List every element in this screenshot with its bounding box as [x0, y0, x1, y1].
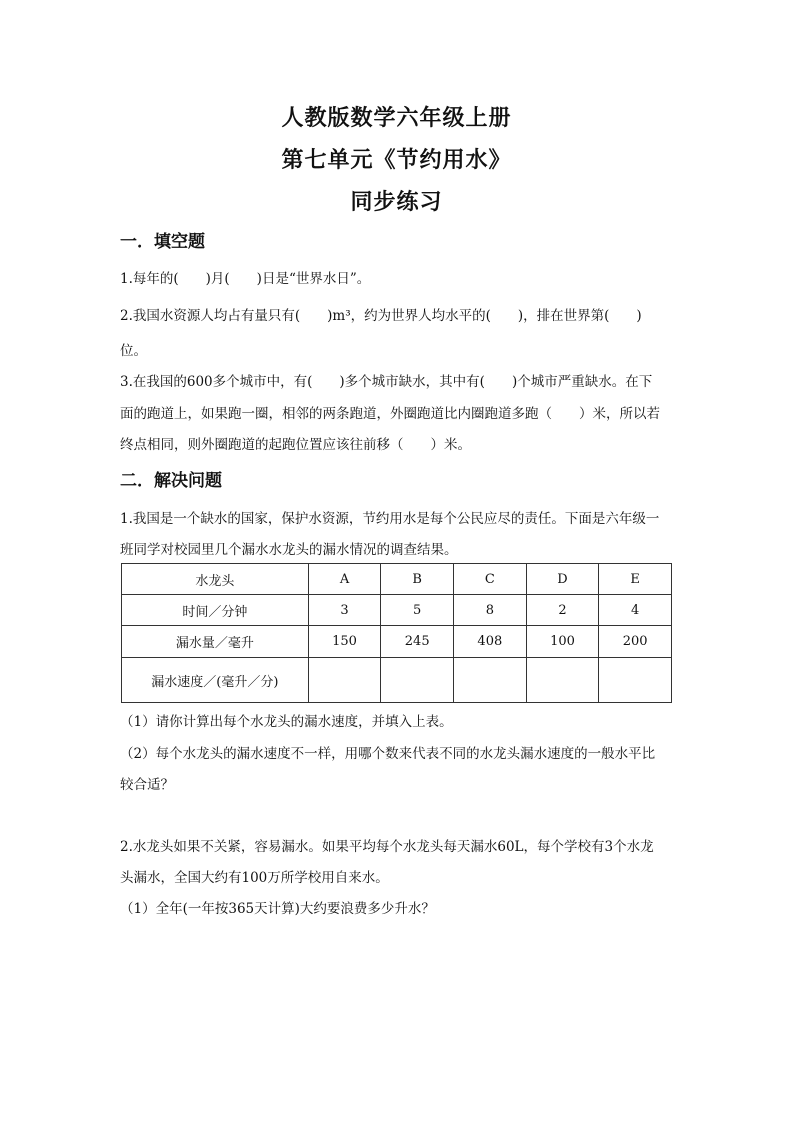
- title-line-3: 同步练习: [350, 189, 443, 215]
- table-cell: 245: [381, 626, 454, 658]
- column-header: C: [454, 564, 527, 595]
- table-cell: 3: [308, 595, 381, 626]
- table-cell: 150: [308, 626, 381, 658]
- column-header: B: [381, 564, 454, 595]
- problem-2-text-line-1: 2.水龙头如果不关紧，容易漏水。如果平均每个水龙头每天漏水60L，每个学校有3个水龙: [120, 839, 654, 855]
- answer-cell[interactable]: [308, 658, 381, 703]
- answer-cell[interactable]: [381, 658, 454, 703]
- column-header: D: [526, 564, 599, 595]
- problem-2-text-line-2: 头漏水，全国大约有100万所学校用自来水。: [120, 870, 389, 886]
- table-cell: 200: [599, 626, 672, 658]
- problem-1-text-line-1: 1.我国是一个缺水的国家，保护水资源，节约用水是每个公民应尽的责任。下面是六年级一: [120, 511, 660, 527]
- table-cell: 5: [381, 595, 454, 626]
- answer-cell[interactable]: [526, 658, 599, 703]
- row-label-volume: 漏水量／毫升: [122, 626, 309, 658]
- table-row: [122, 626, 672, 658]
- row-label-time: 时间／分钟: [122, 595, 309, 626]
- row-label-faucet: 水龙头: [122, 564, 309, 595]
- table-row: [122, 564, 672, 595]
- table-cell: 100: [526, 626, 599, 658]
- title-line-2: 第七单元《节约用水》: [281, 147, 512, 173]
- problem-1-text-line-2: 班同学对校园里几个漏水水龙头的漏水情况的调查结果。: [120, 542, 458, 558]
- problem-1-sub-2-line-1: （2）每个水龙头的漏水速度不一样，用哪个数来代表不同的水龙头漏水速度的一般水平比: [120, 746, 656, 762]
- question-2-text-line-1: 2.我国水资源人均占有量只有( )m³，约为世界人均水平的( )，排在世界第( ): [120, 308, 642, 324]
- problem-2-sub-1: （1）全年(一年按365天计算)大约要浪费多少升水？: [120, 901, 435, 917]
- question-1-text: 1.每年的( )月( )日是“世界水日”。: [120, 271, 371, 287]
- row-label-speed: 漏水速度／(毫升／分): [122, 658, 309, 703]
- question-3-text-line-1: 3.在我国的600多个城市中，有( )多个城市缺水，其中有( )个城市严重缺水。在下: [120, 374, 653, 390]
- table-cell: 2: [526, 595, 599, 626]
- section-heading-fill-in: 一．填空题: [120, 232, 205, 252]
- column-header: E: [599, 564, 672, 595]
- table-row: [122, 595, 672, 626]
- column-header: A: [308, 564, 381, 595]
- question-3-text-line-2: 面的跑道上，如果跑一圈，相邻的两条跑道，外圈跑道比内圈跑道多跑（ ）米，所以若: [120, 406, 660, 422]
- section-heading-problems: 二．解决问题: [120, 471, 222, 491]
- title-line-1: 人教版数学六年级上册: [281, 105, 512, 131]
- table-cell: 408: [454, 626, 527, 658]
- answer-cell[interactable]: [454, 658, 527, 703]
- table-cell: 4: [599, 595, 672, 626]
- problem-1-sub-1: （1）请你计算出每个水龙头的漏水速度，并填入上表。: [120, 714, 453, 730]
- question-2-text-line-2: 位。: [120, 343, 147, 359]
- answer-cell[interactable]: [599, 658, 672, 703]
- table-row: [122, 658, 672, 703]
- problem-1-sub-2-line-2: 较合适？: [120, 777, 174, 793]
- faucet-leak-table: [121, 563, 672, 703]
- table-cell: 8: [454, 595, 527, 626]
- question-3-text-line-3: 终点相同，则外圈跑道的起跑位置应该往前移（ ）米。: [120, 437, 471, 453]
